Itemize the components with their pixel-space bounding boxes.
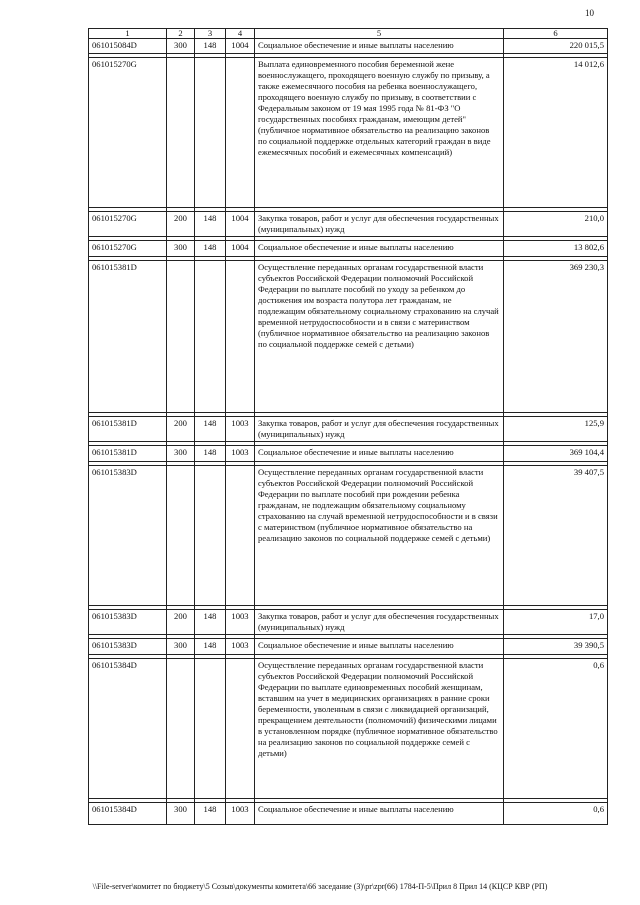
amount-cell: 369 230,3 (504, 261, 608, 413)
budget-code-cell: 061015270G (89, 58, 167, 208)
expense-type-cell: 200 (167, 610, 195, 635)
department-cell: 148 (195, 39, 226, 54)
description-cell: Социальное обеспечение и иные выплаты населению (255, 39, 504, 54)
budget-code-cell: 061015270G (89, 241, 167, 257)
expense-type-cell: 300 (167, 39, 195, 54)
amount-cell: 39 407,5 (504, 466, 608, 606)
budget-code-cell: 061015383D (89, 466, 167, 606)
budget-code-cell: 061015270G (89, 212, 167, 237)
section-cell (226, 58, 255, 208)
column-header: 4 (226, 29, 255, 39)
column-header: 2 (167, 29, 195, 39)
department-cell (195, 466, 226, 606)
section-cell: 1003 (226, 803, 255, 825)
table-row (89, 639, 608, 655)
department-cell (195, 261, 226, 413)
expense-type-cell (167, 261, 195, 413)
expense-type-cell (167, 466, 195, 606)
amount-cell: 0,6 (504, 659, 608, 799)
expense-type-cell: 300 (167, 639, 195, 655)
expense-type-cell: 300 (167, 446, 195, 462)
description-cell: Закупка товаров, работ и услуг для обеспечения государственных (муниципальных) нужд (255, 610, 504, 635)
section-cell: 1003 (226, 639, 255, 655)
budget-code-cell: 061015381D (89, 446, 167, 462)
department-cell: 148 (195, 446, 226, 462)
section-cell: 1004 (226, 212, 255, 237)
expense-type-cell (167, 659, 195, 799)
amount-cell: 220 015,5 (504, 39, 608, 54)
department-cell: 148 (195, 241, 226, 257)
amount-cell: 0,6 (504, 803, 608, 825)
section-cell: 1003 (226, 446, 255, 462)
table-row (89, 659, 608, 799)
amount-cell: 210,0 (504, 212, 608, 237)
expense-type-cell (167, 58, 195, 208)
table-row (89, 417, 608, 442)
section-cell: 1003 (226, 610, 255, 635)
column-header: 6 (504, 29, 608, 39)
amount-cell: 39 390,5 (504, 639, 608, 655)
budget-code-cell: 061015383D (89, 639, 167, 655)
section-cell (226, 261, 255, 413)
department-cell: 148 (195, 417, 226, 442)
budget-code-cell: 061015084D (89, 39, 167, 54)
section-cell: 1004 (226, 241, 255, 257)
description-cell: Социальное обеспечение и иные выплаты населению (255, 639, 504, 655)
column-header: 3 (195, 29, 226, 39)
description-cell: Социальное обеспечение и иные выплаты населению (255, 803, 504, 825)
expense-type-cell: 300 (167, 241, 195, 257)
description-cell: Выплата единовременного пособия беременной жене военнослужащего, проходящего военную службу по призыву, а также ежемесячного пособия на ребенка военнослужащего, проходящего военную службу по призыву, в соответствии с Федеральным законом от 19 мая 1995 года № 81-ФЗ "О государственных пособиях гражданам, имеющим детей" (публичное нормативное обязательство на реализацию законов по социальной поддержке отдельных категорий граждан в виде ежемесячных пособий и ежемесячных компенсаций) (255, 58, 504, 208)
budget-code-cell: 061015381D (89, 417, 167, 442)
page-number: 10 (585, 8, 594, 18)
budget-code-cell: 061015384D (89, 659, 167, 799)
department-cell: 148 (195, 639, 226, 655)
table-row (89, 212, 608, 237)
expense-type-cell: 300 (167, 803, 195, 825)
table-row (89, 466, 608, 606)
description-cell: Социальное обеспечение и иные выплаты населению (255, 241, 504, 257)
table-row (89, 261, 608, 413)
column-number-row (89, 29, 608, 39)
description-cell: Социальное обеспечение и иные выплаты населению (255, 446, 504, 462)
description-cell: Осуществление переданных органам государственной власти субъектов Российской Федерации полномочий Российской Федерации по выплате пособий при рождении ребенка гражданам, не подлежащим обязательному социальному страхованию на случай временной нетрудоспособности и в связи с материнством (публичное нормативное обязательство на реализацию законов по социальной поддержке семей с детьми) (255, 466, 504, 606)
amount-cell: 369 104,4 (504, 446, 608, 462)
section-cell (226, 466, 255, 606)
column-header: 1 (89, 29, 167, 39)
file-path-footer: \\File-server\комитет по бюджету\5 Созыв\документы комитета\66 заседание (3)\pr\zpr(66) 1784-П-5\Прил 8 Прил 14 (КЦСР КВР (РП) (92, 882, 548, 891)
description-cell: Закупка товаров, работ и услуг для обеспечения государственных (муниципальных) нужд (255, 212, 504, 237)
section-cell: 1003 (226, 417, 255, 442)
budget-table (88, 28, 608, 825)
description-cell: Осуществление переданных органам государственной власти субъектов Российской Федерации полномочий Российской Федерации по выплате пособий по уходу за ребенком до достижения им возраста полутора лет гражданам, не подлежащим обязательному социальному страхованию на случай временной нетрудоспособности и в связи с материнством (публичное нормативное обязательство на реализацию законов по социальной поддержке семей с детьми) (255, 261, 504, 413)
amount-cell: 14 012,6 (504, 58, 608, 208)
table-row (89, 58, 608, 208)
description-cell: Закупка товаров, работ и услуг для обеспечения государственных (муниципальных) нужд (255, 417, 504, 442)
department-cell: 148 (195, 803, 226, 825)
amount-cell: 125,9 (504, 417, 608, 442)
budget-code-cell: 061015383D (89, 610, 167, 635)
table-row (89, 610, 608, 635)
expense-type-cell: 200 (167, 212, 195, 237)
amount-cell: 13 802,6 (504, 241, 608, 257)
department-cell: 148 (195, 212, 226, 237)
budget-code-cell: 061015384D (89, 803, 167, 825)
description-cell: Осуществление переданных органам государственной власти субъектов Российской Федерации полномочий Российской Федерации по выплате единовременных пособий женщинам, вставшим на учет в медицинских организациях в ранние сроки беременности, уволенным в связи с ликвидацией организаций, прекращением деятельности (полномочий) физическими лицами в установленном порядке (публичное нормативное обязательство на реализацию законов по социальной поддержке семей с детьми) (255, 659, 504, 799)
section-cell: 1004 (226, 39, 255, 54)
department-cell (195, 659, 226, 799)
department-cell: 148 (195, 610, 226, 635)
budget-code-cell: 061015381D (89, 261, 167, 413)
section-cell (226, 659, 255, 799)
expense-type-cell: 200 (167, 417, 195, 442)
table-row (89, 39, 608, 54)
department-cell (195, 58, 226, 208)
amount-cell: 17,0 (504, 610, 608, 635)
table-row (89, 446, 608, 462)
table-row (89, 803, 608, 825)
column-header: 5 (255, 29, 504, 39)
table-row (89, 241, 608, 257)
